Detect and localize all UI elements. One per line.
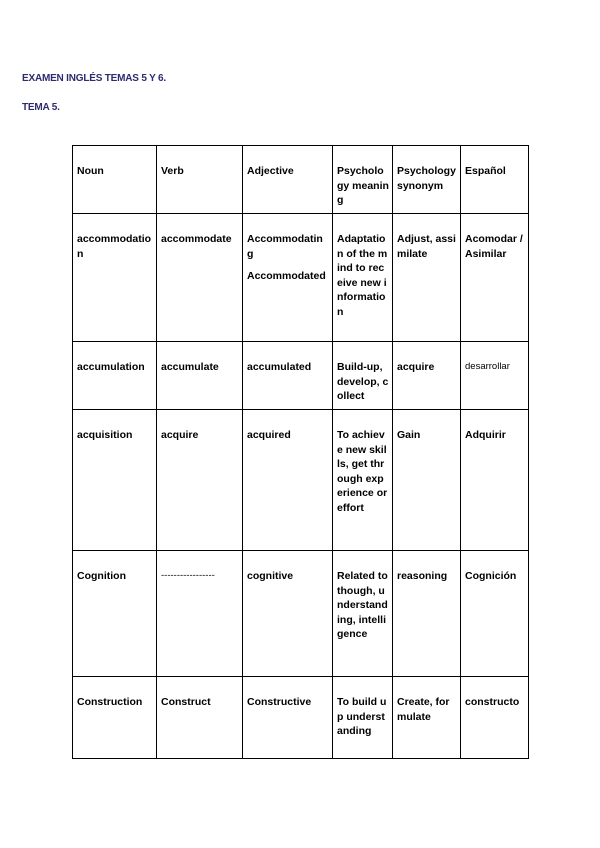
cell-noun: Cognition: [73, 551, 157, 677]
cell-meaning: Build-up, develop, collect: [333, 342, 393, 410]
cell-adjective: [243, 214, 333, 342]
cell-synonym: acquire: [393, 342, 461, 410]
adjective-alternate: Accommodated: [247, 270, 326, 282]
cell-spanish: Cognición: [461, 551, 529, 677]
table-header-row: [73, 146, 529, 214]
cell-meaning: Related to though, understanding, intelligence: [333, 551, 393, 677]
header-espanol: Español: [461, 146, 529, 214]
cell-synonym: reasoning: [393, 551, 461, 677]
header-noun: Noun: [73, 146, 157, 214]
cell-spanish: Acomodar /Asimilar: [461, 214, 529, 342]
header-psychology-synonym: Psychology synonym: [393, 146, 461, 214]
cell-adjective: cognitive: [243, 551, 333, 677]
cell-meaning: To achieve new skills, get through experience or effort: [333, 410, 393, 551]
cell-synonym: Adjust, assimilate: [393, 214, 461, 342]
table-row: [73, 677, 529, 759]
header-psychology-meaning: Psychology meaning: [333, 146, 393, 214]
cell-verb: accommodate: [157, 214, 243, 342]
section-title: TEMA 5.: [22, 102, 60, 113]
cell-noun: accumulation: [73, 342, 157, 410]
cell-meaning: Adaptation of the mind to receive new information: [333, 214, 393, 342]
cell-spanish: constructo: [461, 677, 529, 759]
cell-verb: acquire: [157, 410, 243, 551]
cell-noun: acquisition: [73, 410, 157, 551]
vocabulary-table: [72, 145, 529, 759]
table-row: [73, 410, 529, 551]
cell-spanish: desarrollar: [461, 342, 529, 410]
cell-synonym: Gain: [393, 410, 461, 551]
table-row: [73, 551, 529, 677]
adjective-primary: Accommodating: [247, 233, 323, 260]
cell-adjective: accumulated: [243, 342, 333, 410]
cell-adjective: acquired: [243, 410, 333, 551]
cell-meaning: To build up understanding: [333, 677, 393, 759]
table-row: [73, 214, 529, 342]
cell-verb: accumulate: [157, 342, 243, 410]
cell-adjective: Constructive: [243, 677, 333, 759]
table-row: [73, 342, 529, 410]
cell-verb: Construct: [157, 677, 243, 759]
header-adjective: Adjective: [243, 146, 333, 214]
cell-synonym: Create, formulate: [393, 677, 461, 759]
header-verb: Verb: [157, 146, 243, 214]
cell-noun: accommodation: [73, 214, 157, 342]
cell-verb: -----------------: [157, 551, 243, 677]
exam-title: EXAMEN INGLÉS TEMAS 5 Y 6.: [22, 73, 166, 84]
cell-spanish: Adquirir: [461, 410, 529, 551]
cell-noun: Construction: [73, 677, 157, 759]
